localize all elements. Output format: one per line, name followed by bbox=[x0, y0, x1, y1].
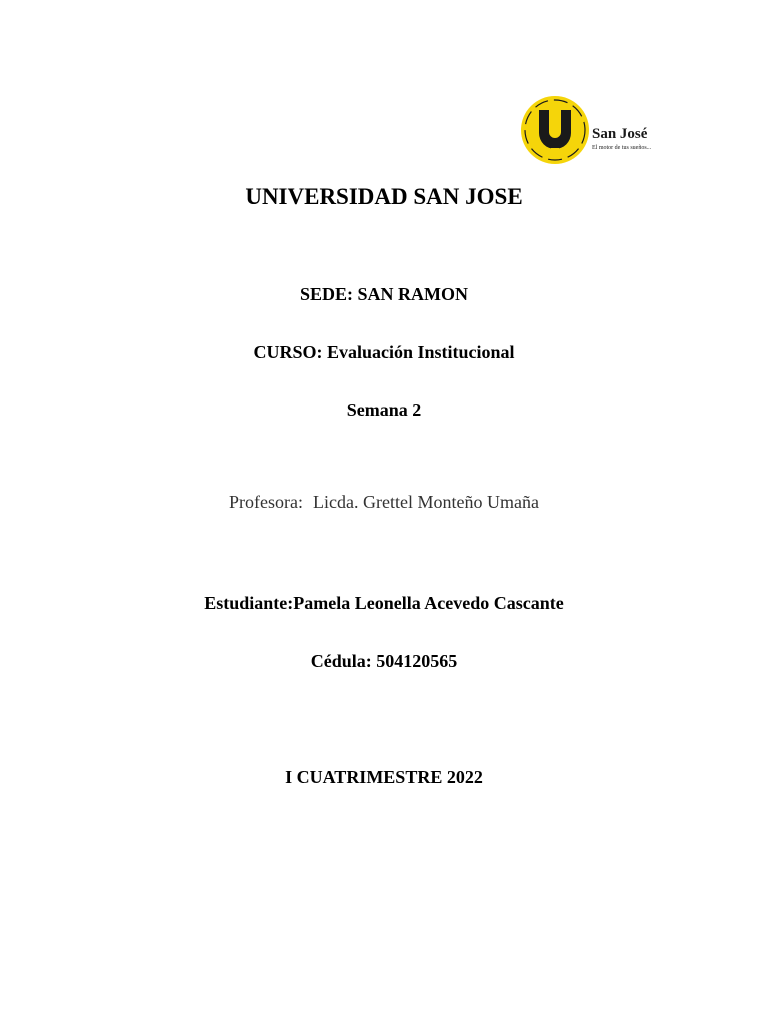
periodo-line: I CUATRIMESTRE 2022 bbox=[285, 767, 483, 787]
cedula-line: Cédula: 504120565 bbox=[310, 651, 458, 671]
logo-tagline: El motor de tus sueños... bbox=[592, 145, 652, 151]
san-jose-logo-mark bbox=[518, 92, 668, 170]
estudiante-line: Estudiante:Pamela Leonella Acevedo Cascante bbox=[204, 593, 564, 613]
curso-line: CURSO: Evaluación Institucional bbox=[253, 342, 515, 362]
sede-line: SEDE: SAN RAMON bbox=[299, 284, 468, 304]
document-title: UNIVERSIDAD SAN JOSE bbox=[245, 184, 523, 209]
logo-name: San José bbox=[592, 126, 648, 142]
profesora-label: Profesora: bbox=[229, 492, 304, 512]
university-logo bbox=[518, 92, 668, 170]
profesora-line bbox=[0, 492, 768, 513]
profesora-name: Licda. Grettel Monteño Umaña bbox=[313, 492, 539, 512]
semana-line: Semana 2 bbox=[346, 400, 422, 420]
